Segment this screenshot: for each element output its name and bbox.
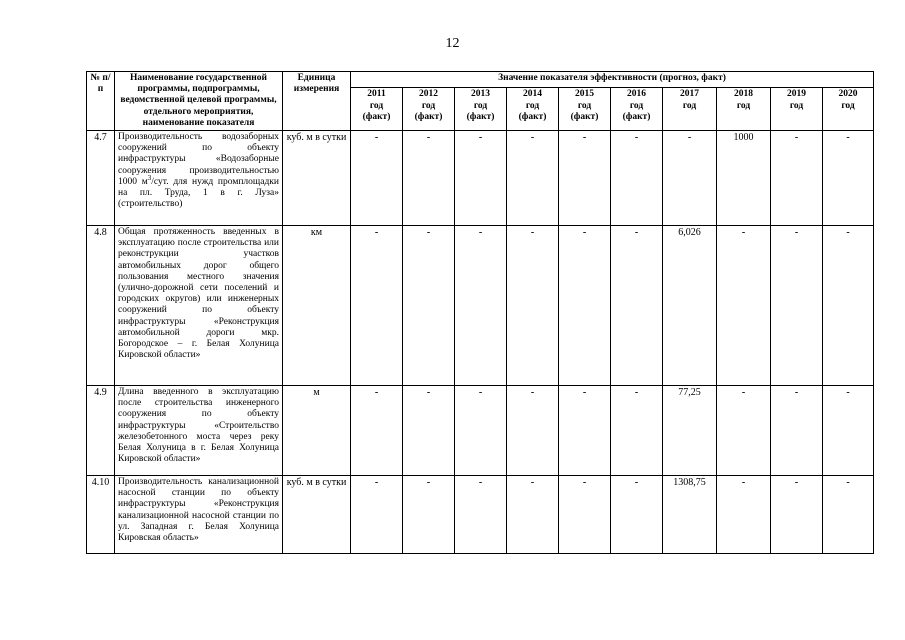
header-year-line2: год: [682, 100, 697, 111]
row-indicator-name: [115, 226, 283, 386]
value-cell-2018: 1000: [717, 131, 771, 226]
header-year-year: 2013: [471, 89, 490, 100]
header-year-line3: (факт): [466, 111, 495, 122]
value-cell-2020: -: [823, 131, 874, 226]
value-cell-2018: -: [717, 226, 771, 386]
row-indicator-name: [115, 131, 283, 226]
value-cell-2013: -: [455, 131, 507, 226]
header-year-2014: [507, 88, 559, 131]
header-year-year: 2020: [838, 89, 858, 100]
row-number: 4.7: [87, 131, 115, 226]
value-cell-2017: 1308,75: [663, 476, 717, 554]
header-year-line2: год: [369, 100, 384, 111]
header-year-year: 2012: [419, 89, 438, 100]
row-unit: м: [283, 386, 351, 476]
header-year-line2: год: [525, 100, 540, 111]
header-year-line3: (факт): [414, 111, 443, 122]
header-year-year: 2016: [627, 89, 646, 100]
value-cell-2017: -: [663, 131, 717, 226]
header-year-line2: год: [421, 100, 436, 111]
table-row: [87, 131, 874, 226]
indicator-name-text: Длина введенного в эксплуатацию после строительства инженерного сооружения по объекту инфраструктуры «Строительство железобетонного моста через реку Белая Холуница в г. Белая Холуница Кировской области»: [118, 387, 279, 465]
header-year-line2: год: [577, 100, 592, 111]
value-cell-2012: -: [403, 226, 455, 386]
value-cell-2011: -: [351, 131, 403, 226]
header-year-2018: [717, 88, 771, 131]
value-cell-2011: -: [351, 476, 403, 554]
value-cell-2017: 77,25: [663, 386, 717, 476]
header-num: № п/п: [87, 72, 115, 131]
row-unit: км: [283, 226, 351, 386]
row-indicator-name: [115, 386, 283, 476]
value-cell-2011: -: [351, 386, 403, 476]
row-unit: куб. м в сутки: [283, 476, 351, 554]
header-year-2013: [455, 88, 507, 131]
value-cell-2014: -: [507, 131, 559, 226]
value-cell-2013: -: [455, 226, 507, 386]
value-cell-2016: -: [611, 226, 663, 386]
header-year-2016: [611, 88, 663, 131]
value-cell-2011: -: [351, 226, 403, 386]
value-cell-2018: -: [717, 476, 771, 554]
header-year-2012: [403, 88, 455, 131]
header-year-year: 2011: [367, 89, 386, 100]
value-cell-2015: -: [559, 131, 611, 226]
header-year-year: 2017: [680, 89, 699, 100]
value-cell-2012: -: [403, 131, 455, 226]
value-cell-2019: -: [771, 131, 823, 226]
value-cell-2019: -: [771, 476, 823, 554]
header-year-line2: год: [629, 100, 644, 111]
header-year-year: 2015: [575, 89, 594, 100]
value-cell-2019: -: [771, 226, 823, 386]
header-year-line2: год: [736, 100, 751, 111]
table-body: [87, 131, 874, 554]
table-row: [87, 386, 874, 476]
header-year-2011: [351, 88, 403, 131]
value-cell-2015: -: [559, 476, 611, 554]
value-cell-2014: -: [507, 386, 559, 476]
table-row: [87, 476, 874, 554]
table-row: [87, 226, 874, 386]
value-cell-2016: -: [611, 386, 663, 476]
header-year-line2: год: [841, 100, 855, 111]
header-year-year: 2018: [734, 89, 753, 100]
value-cell-2015: -: [559, 226, 611, 386]
value-cell-2020: -: [823, 386, 874, 476]
header-year-2020: [823, 88, 874, 131]
header-year-line3: (факт): [362, 111, 391, 122]
value-cell-2020: -: [823, 226, 874, 386]
header-unit: Единица измерения: [283, 72, 351, 131]
row-number: 4.10: [87, 476, 115, 554]
indicator-name-superscript: 3: [147, 173, 152, 182]
value-cell-2016: -: [611, 476, 663, 554]
value-cell-2016: -: [611, 131, 663, 226]
value-cell-2017: 6,026: [663, 226, 717, 386]
indicator-name-text-continued: /сут. для нужд промплощадки на пл. Труда, 1 в г. Луза» (строительство): [118, 176, 279, 210]
header-values-group: Значение показателя эффективности (прогноз, факт): [351, 72, 874, 88]
value-cell-2013: -: [455, 476, 507, 554]
value-cell-2020: -: [823, 476, 874, 554]
header-year-year: 2019: [787, 89, 806, 100]
indicator-name-text: Производительность водозаборных сооружений по объекту инфраструктуры «Водозаборные сооружения производительностью 1000 м: [118, 132, 279, 187]
value-cell-2014: -: [507, 226, 559, 386]
row-number: 4.9: [87, 386, 115, 476]
value-cell-2015: -: [559, 386, 611, 476]
header-name: Наименование государственной программы, подпрограммы, ведомственной целевой программы, отдельного мероприятия, наименование показателя: [115, 72, 283, 131]
value-cell-2014: -: [507, 476, 559, 554]
value-cell-2012: -: [403, 476, 455, 554]
header-year-line3: (факт): [518, 111, 547, 122]
header-row-1: [87, 72, 874, 88]
page-number: 12: [445, 36, 460, 51]
header-year-line2: год: [473, 100, 488, 111]
header-year-line2: год: [789, 100, 804, 111]
performance-table: [86, 71, 874, 554]
indicator-name-text: Общая протяженность введенных в эксплуатацию после строительства или реконструкции участков автомобильных дорог общего пользования местного значения (улично-дорожной сети поселений и городских округов) или инженерных сооружений по объекту инфраструктуры «Реконструкция автомобильной дороги мкр. Богородское – г. Белая Холуница Кировской области»: [118, 227, 279, 361]
header-year-year: 2014: [523, 89, 542, 100]
value-cell-2019: -: [771, 386, 823, 476]
value-cell-2018: -: [717, 386, 771, 476]
header-year-2019: [771, 88, 823, 131]
value-cell-2013: -: [455, 386, 507, 476]
header-year-line3: (факт): [622, 111, 651, 122]
row-unit: куб. м в сутки: [283, 131, 351, 226]
header-year-2017: [663, 88, 717, 131]
indicator-name-text: Производительность канализационной насосной станции по объекту инфраструктуры «Реконструкция канализационной насосной станции по ул. Западная г. Белая Холуница Кировская область»: [118, 477, 279, 544]
header-year-line3: (факт): [570, 111, 599, 122]
row-indicator-name: [115, 476, 283, 554]
header-year-2015: [559, 88, 611, 131]
value-cell-2012: -: [403, 386, 455, 476]
row-number: 4.8: [87, 226, 115, 386]
